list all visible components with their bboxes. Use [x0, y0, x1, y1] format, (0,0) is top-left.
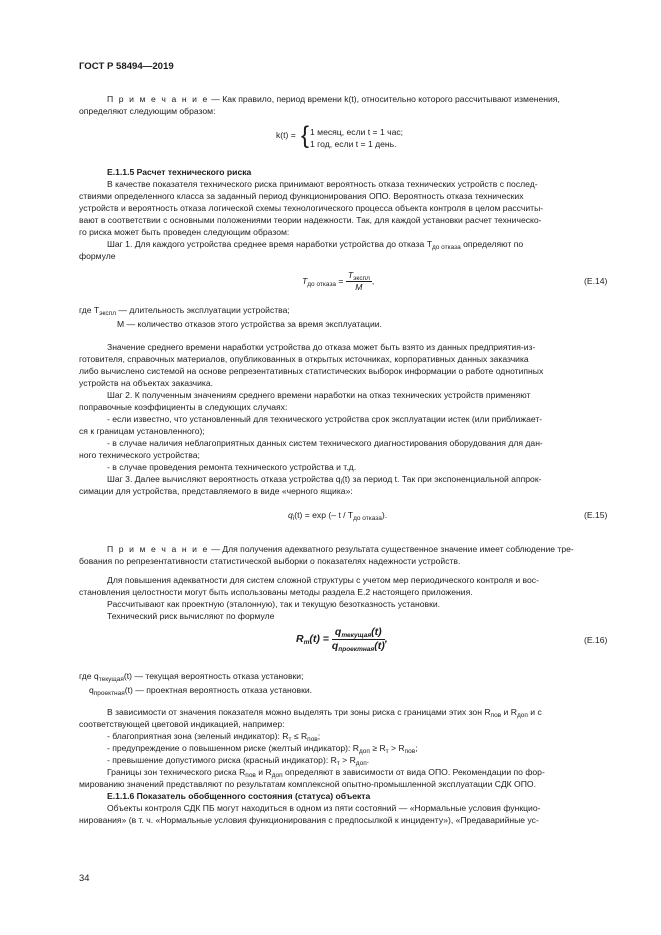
step-2-bullet-2a: - в случае наличия неблагоприятных данных систем технического диагностирования оборудования для дан-	[107, 438, 543, 448]
section-e116-line-2: нирования» (в т. ч. «Нормальные условия функционирования с предпосылкой к инциденту»), «Предаварийные ус-	[79, 815, 539, 825]
para-adequacy-line-4: Технический риск вычисляют по формуле	[107, 611, 275, 621]
section-e115-line-4: вают в соответствии с основными положениями теории надежности. Так, для каждой установки расчет техническо-	[79, 215, 542, 225]
equation-e16: $R_т(t)$ = $\frac{q_{текущая}(t)}{q_{проектная}(t)}$ ,	[296, 626, 388, 653]
step-3-line-1: Шаг 3. Далее вычисляют вероятность отказа устройства $q_i(t)$ за период t. Так при экспоненциальной аппрок-	[107, 474, 542, 486]
step-2-bullet-3: - в случае проведения ремонта технического устройства и т.д.	[107, 462, 357, 472]
zones-bullet-red: - превышение допустимого риска (красный индикатор): $R_т > R_{доп}$.	[107, 755, 370, 767]
zones-bounds-line-1: Границы зон технического риска $R_{пов}$ и $R_{доп}$ определяют в зависимости от вида ОПО. Рекомендации по фор-	[107, 767, 545, 779]
step-1-line-1: Шаг 1. Для каждого устройства среднее время наработки устройства до отказа $T_{до отказа}$ определяют по	[107, 239, 524, 251]
note-2-line-1: П р и м е ч а н и е — Для получения адекватного результата существенное значение имеет соблюдение тре-	[107, 544, 574, 554]
equation-e16-number: (Е.16)	[584, 635, 608, 645]
equation-e15-number: (Е.15)	[584, 510, 608, 520]
zones-bullet-green: - благоприятная зона (зеленый индикатор): $R_т \le R_{пов}$;	[107, 731, 321, 743]
section-e115-line-5: го риска может быть проведен следующим образом:	[79, 227, 290, 237]
note-1-line-2: определяют следующим образом:	[79, 106, 216, 116]
step-3-line-2: симации для устройства, представляемого в виде «черного ящика»:	[79, 486, 353, 496]
para-adequacy-line-3: Рассчитывают как проектную (эталонную), так и текущую безотказность установки.	[107, 599, 441, 609]
step-2-bullet-1b: ся к границам установленного);	[79, 426, 205, 436]
section-e115-line-3: устройств и вероятность отказа логической схемы технологического процесса объекта контроля в целом рассчиты-	[79, 203, 544, 213]
equation-e14: $T_{до отказа}$ = $\frac{T_{экспл}}{M}$ ,	[302, 270, 375, 292]
step-2-line-1: Шаг 2. К полученным значениям среднего времени наработки на отказ технических устройств применяют	[107, 390, 531, 400]
document-header: ГОСТ Р 58494—2019	[79, 61, 174, 72]
step-2-bullet-1a: - если известно, что установленный для технического устройства срок эксплуатации истек (или приближает-	[107, 414, 543, 424]
zones-line-1: В зависимости от значения показателя можно выделять три зоны риска с границами этих зон $R_{пов}$ и $R_{доп}$ и с	[107, 707, 542, 719]
note-1-line-1: П р и м е ч а н и е — Как правило, период времени k(t), относительно которого рассчитывают изменения,	[107, 94, 560, 104]
zones-bounds-line-2: мированию значений представляют по результатам комплексной опытно-промышленной эксплуатации СДК ОПО.	[79, 779, 536, 789]
step-2-bullet-2b: ного технического устройства;	[79, 450, 200, 460]
para-mean-line-2: готовителя, справочных материалов, опубликованных в открытых источниках, корпоративных данных заказчика	[79, 354, 529, 364]
page-number: 34	[79, 872, 90, 883]
section-e115-line-2: ствиями определенного класса за заданный период функционирования ОПО. Вероятность отказа технических	[79, 191, 524, 201]
section-e116-title: Е.1.1.6 Показатель обобщенного состояния (статуса) объекта	[107, 791, 371, 801]
formula-kt-case-2: 1 год, если t = 1 день.	[310, 139, 397, 149]
para-adequacy-line-2: становления целостности могут быть использованы методы раздела Е.2 настоящего приложения.	[79, 587, 473, 597]
section-e115-line-1: В качестве показателя технического риска принимают вероятность отказа технических устройств с послед-	[107, 179, 538, 189]
para-mean-line-3: либо вычислено системой на основе репрезентативных статистических выборок информации о работе однотипных	[79, 366, 544, 376]
para-adequacy-line-1: Для повышения адекватности для систем сложной структуры с учетом мер периодического контроля и вос-	[107, 575, 539, 585]
formula-kt-case-1: 1 месяц, если t = 1 час;	[310, 127, 404, 137]
section-e116-line-1: Объекты контроля СДК ПБ могут находиться в одном из пяти состояний — «Нормальные условия функцио-	[107, 803, 541, 813]
para-mean-line-4: устройств на объектах заказчика.	[79, 378, 214, 388]
note-2-line-2: бования по репрезентативности статистической выборки о показателях надежности устройств.	[79, 556, 461, 566]
where-e16-line-2: $q_{проектная}(t)$ — проектная вероятность отказа установки.	[89, 685, 313, 697]
formula-kt-brace: {	[301, 122, 310, 149]
step-1-line-2: формуле	[79, 251, 116, 261]
where-e16-line-1: где $q_{текущая}(t)$ — текущая вероятность отказа установки;	[79, 671, 304, 683]
step-2-line-2: поправочные коэффициенты в следующих случаях:	[79, 402, 288, 412]
equation-e15: $q_i(t) = \exp$ (– t / $T_{до отказа}$).	[288, 510, 388, 522]
where-e14-line-2: M — количество отказов этого устройства за время эксплуатации.	[117, 319, 382, 329]
zones-bullet-yellow: - предупреждение о повышенном риске (желтый индикатор): $R_{доп} \ge R_т > R_{пов}$;	[107, 743, 418, 755]
equation-e14-number: (Е.14)	[584, 276, 608, 286]
zones-line-2: соответствующей цветовой индикацией, например:	[79, 719, 285, 729]
para-mean-line-1: Значение среднего времени наработки устройства до отказа может быть взято из данных предприятия-из-	[107, 342, 536, 352]
section-e115-title: Е.1.1.5 Расчет технического риска	[107, 167, 252, 177]
where-e14-line-1: где $T_{экспл}$ — длительность эксплуатации устройства;	[79, 305, 290, 317]
formula-kt-lhs: k(t) =	[276, 130, 296, 140]
